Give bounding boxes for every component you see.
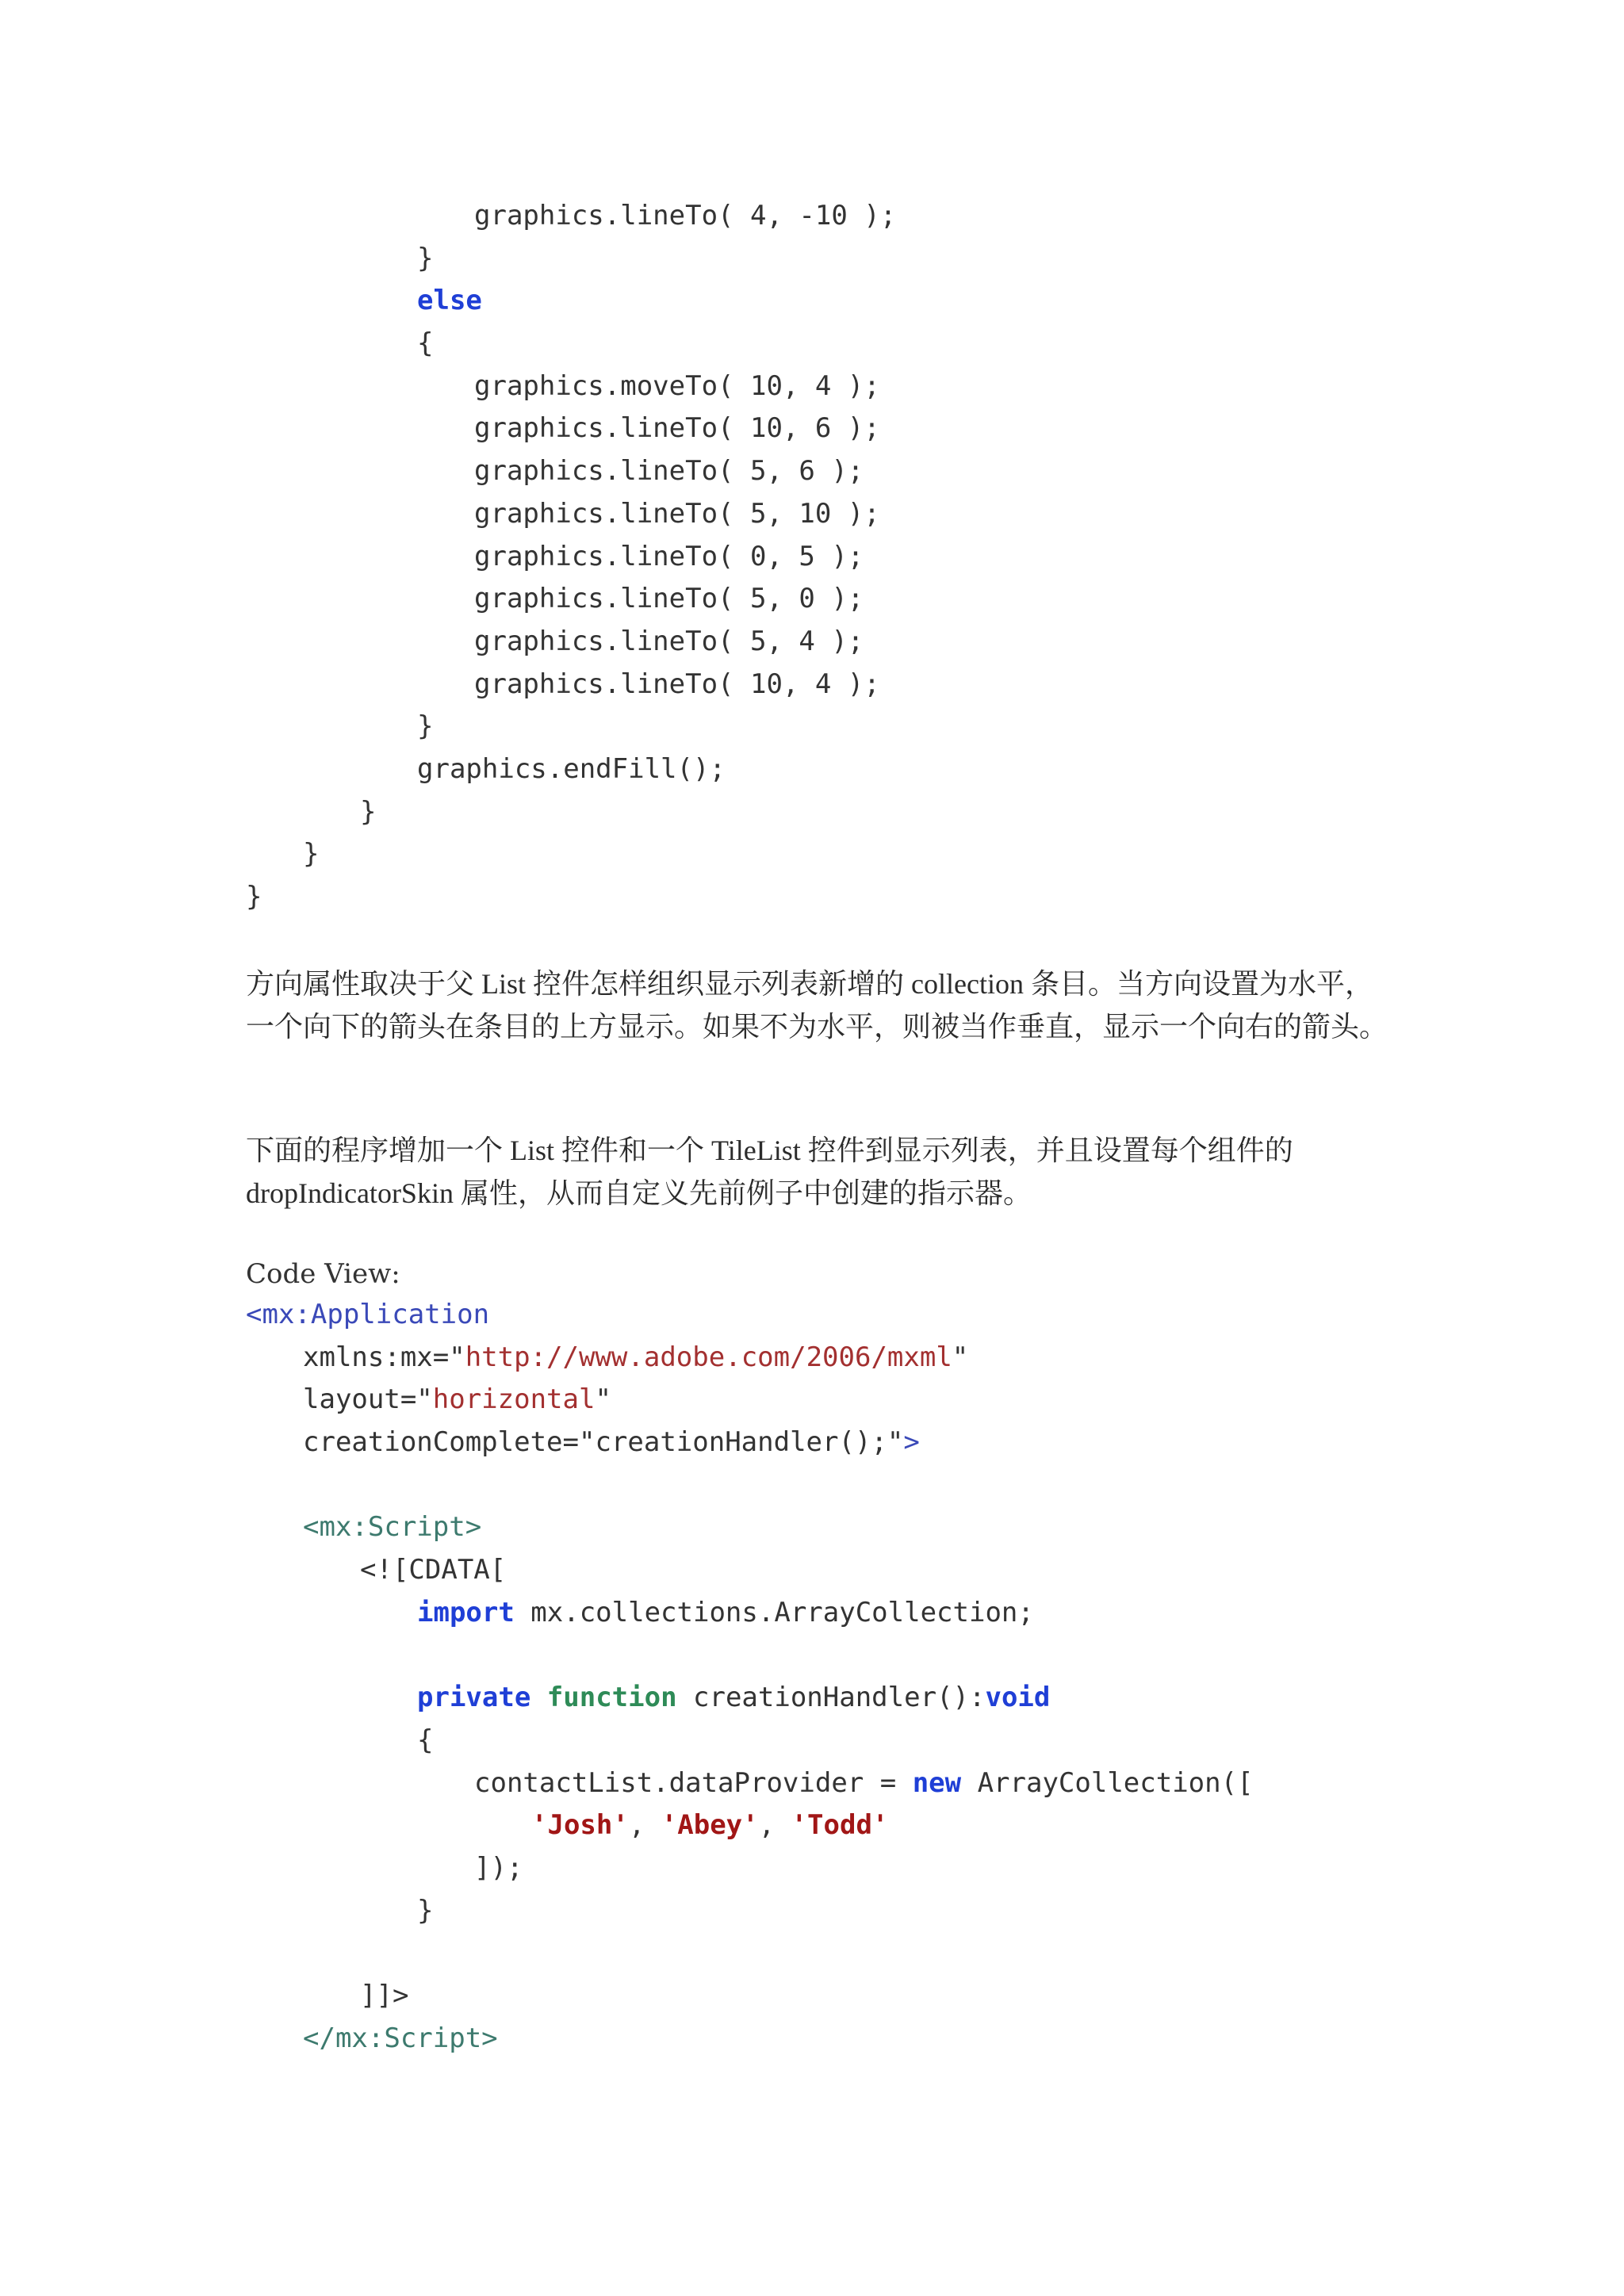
code-line xyxy=(246,876,896,919)
code-token: { xyxy=(417,327,434,360)
code-token: ]); xyxy=(474,1851,523,1884)
code-token: function xyxy=(546,1682,677,1714)
code-token: ]]> xyxy=(360,1980,409,2011)
code-token: private xyxy=(417,1682,531,1714)
code-view-label: Code View: xyxy=(246,1258,400,1290)
code-token: creationComplete="creationHandler();" xyxy=(303,1426,904,1459)
code-token: 'Abey' xyxy=(661,1809,759,1842)
code-line xyxy=(246,1890,1254,1933)
code-token: new xyxy=(912,1766,962,1799)
code-line xyxy=(246,1294,1254,1337)
code-token: creationHandler(): xyxy=(676,1682,986,1714)
code-token: , xyxy=(758,1809,791,1842)
code-line xyxy=(246,323,896,365)
code-line xyxy=(246,1804,1254,1847)
code-token: graphics.lineTo( 5, 4 ); xyxy=(474,625,864,657)
code-line xyxy=(246,1422,1254,1464)
code-token xyxy=(530,1682,546,1713)
code-block-drawing xyxy=(246,195,896,919)
code-line xyxy=(246,280,896,323)
code-token: 'Todd' xyxy=(791,1809,889,1842)
code-block-mxml-application xyxy=(246,1294,1254,2060)
code-line xyxy=(246,1592,1254,1635)
paragraph-direction-property: 方向属性取决于父 List 控件怎样组织显示列表新增的 collection 条目。当方向设置为水平，一个向下的箭头在条目的上方显示。如果不为水平，则被当作垂直，显示一个向右的箭头。 xyxy=(246,968,1388,1043)
code-token: { xyxy=(417,1724,434,1756)
code-line xyxy=(246,1762,1254,1805)
code-token: , xyxy=(628,1809,661,1842)
code-token: } xyxy=(417,710,434,743)
code-token: ArrayCollection([ xyxy=(961,1766,1254,1799)
code-token: } xyxy=(417,1894,434,1927)
code-token: } xyxy=(417,242,434,274)
code-line xyxy=(246,1464,1254,1507)
code-line xyxy=(246,1506,1254,1549)
code-line xyxy=(246,1337,1254,1380)
code-line xyxy=(246,493,896,536)
code-line xyxy=(246,1379,1254,1422)
code-line xyxy=(246,195,896,238)
code-line xyxy=(246,791,896,834)
code-token: graphics.lineTo( 4, -10 ); xyxy=(474,200,897,232)
code-token: graphics.endFill(); xyxy=(417,752,726,785)
code-token: horizontal xyxy=(432,1383,596,1416)
code-line xyxy=(246,1847,1254,1890)
code-line xyxy=(246,238,896,281)
code-token: graphics.lineTo( 5, 0 ); xyxy=(474,583,864,615)
code-token: import xyxy=(417,1596,515,1628)
code-token: contactList.dataProvider = xyxy=(474,1766,913,1799)
code-token: layout=" xyxy=(303,1383,433,1416)
code-token: } xyxy=(360,795,377,828)
code-token: mx.collections.ArrayCollection; xyxy=(514,1596,1034,1628)
code-token: </mx:Script> xyxy=(303,2022,498,2054)
code-token: " xyxy=(595,1383,611,1416)
code-token: else xyxy=(417,285,482,317)
code-line xyxy=(246,748,896,791)
code-token: <mx:Script> xyxy=(303,1511,482,1544)
code-line xyxy=(246,1720,1254,1762)
code-token: graphics.lineTo( 10, 4 ); xyxy=(474,668,880,700)
code-line xyxy=(246,536,896,579)
code-line xyxy=(246,450,896,493)
code-line xyxy=(246,621,896,664)
code-token: } xyxy=(246,881,262,913)
code-token: <![CDATA[ xyxy=(360,1554,507,1586)
code-token: <mx:Application xyxy=(246,1299,490,1330)
code-token: xmlns:mx=" xyxy=(303,1341,465,1373)
code-line xyxy=(246,833,896,876)
code-line xyxy=(246,2018,1254,2061)
code-token: graphics.lineTo( 5, 6 ); xyxy=(474,455,864,488)
code-line xyxy=(246,365,896,408)
code-line xyxy=(246,1677,1254,1720)
code-line xyxy=(246,1975,1254,2018)
paragraph-program-description: 下面的程序增加一个 List 控件和一个 TileList 控件到显示列表，并且设置每个组件的 dropIndicatorSkin 属性，从而自定义先前例子中创建的指示器。 xyxy=(246,1135,1300,1209)
code-token: graphics.lineTo( 10, 6 ); xyxy=(474,412,880,445)
code-token: graphics.moveTo( 10, 4 ); xyxy=(474,369,880,402)
code-token: 'Josh' xyxy=(531,1809,629,1842)
code-token: > xyxy=(903,1426,920,1459)
code-line xyxy=(246,578,896,621)
code-token: http://www.adobe.com/2006/mxml xyxy=(465,1341,952,1373)
code-line xyxy=(246,408,896,450)
code-line xyxy=(246,706,896,748)
code-line xyxy=(246,1635,1254,1678)
code-token: graphics.lineTo( 0, 5 ); xyxy=(474,540,864,572)
code-line xyxy=(246,664,896,706)
code-token: void xyxy=(985,1682,1051,1714)
code-token: } xyxy=(303,838,320,871)
code-line xyxy=(246,1932,1254,1975)
code-token: " xyxy=(952,1341,969,1373)
code-line xyxy=(246,1549,1254,1592)
code-token: graphics.lineTo( 5, 10 ); xyxy=(474,497,880,530)
